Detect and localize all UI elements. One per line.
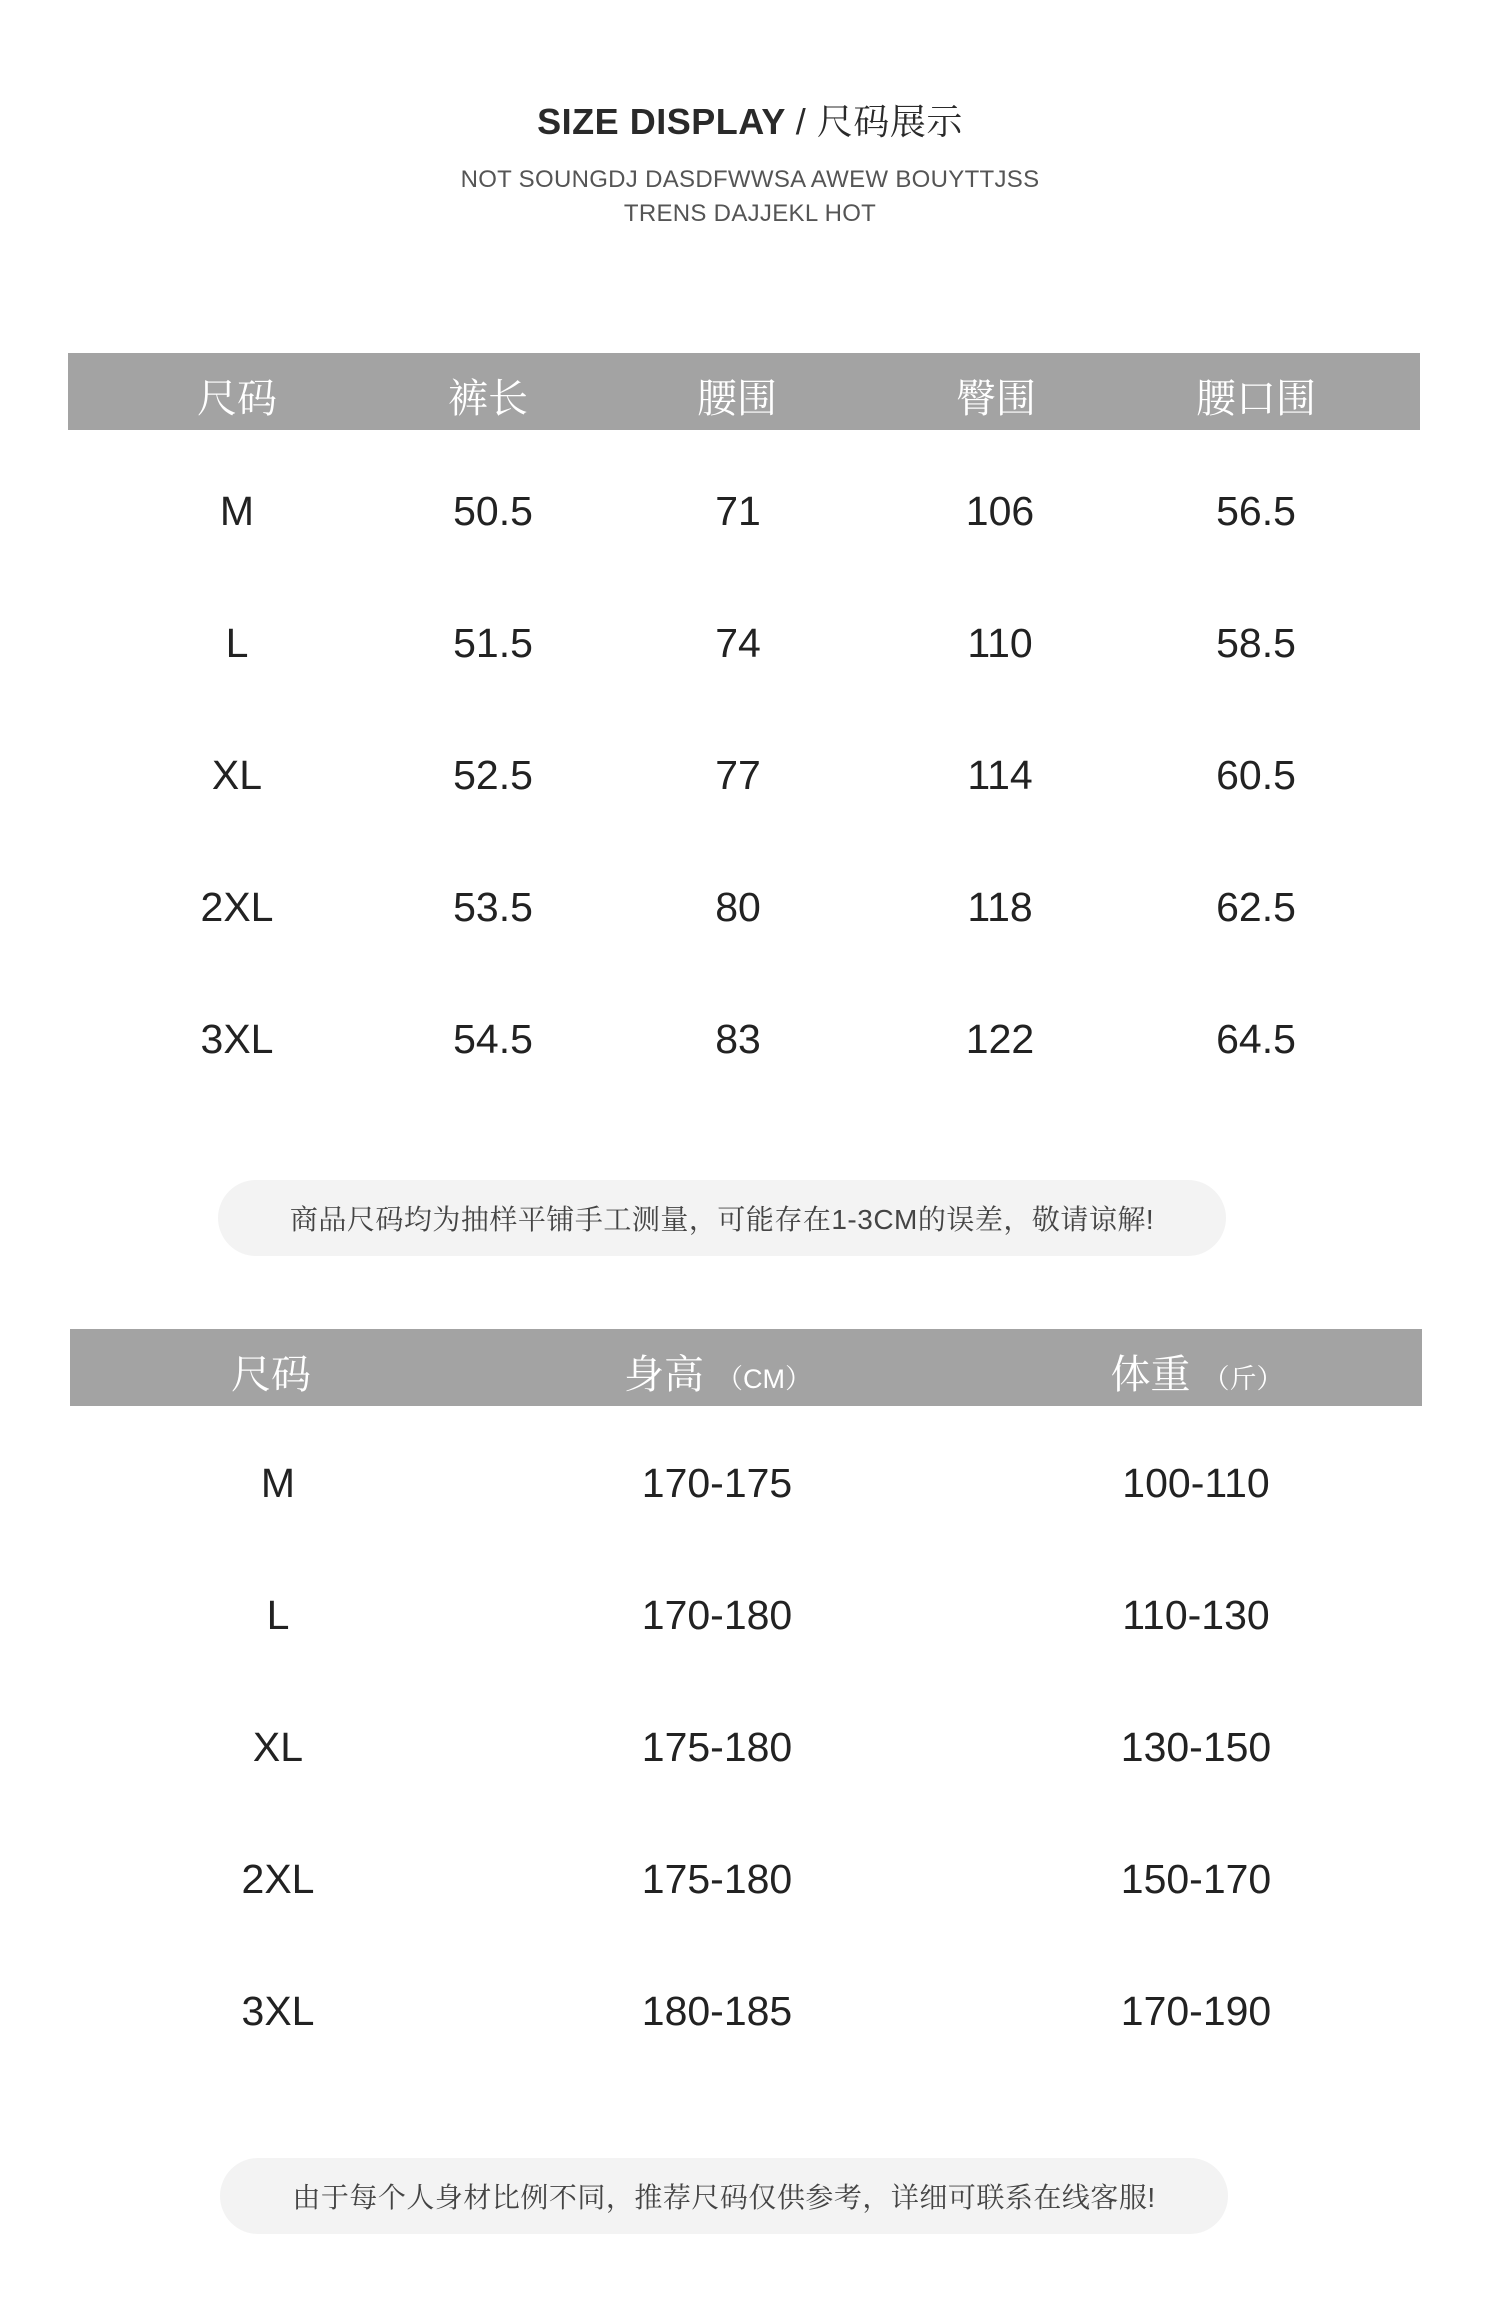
table-cell: 130-150	[1120, 1724, 1272, 1770]
table-cell: 150-170	[1120, 1856, 1272, 1902]
table-cell: 51.5	[453, 620, 533, 666]
table-cell: 56.5	[1216, 488, 1296, 534]
table-cell: XL	[211, 752, 263, 798]
table-cell: 170-175	[641, 1460, 793, 1506]
size-header-hip: 臀围	[956, 377, 1036, 421]
table-cell: M	[219, 488, 255, 534]
table-cell: 62.5	[1216, 884, 1296, 930]
table-cell: 175-180	[641, 1856, 793, 1902]
table-cell: 110	[967, 620, 1033, 666]
fit-header-size	[231, 1343, 311, 1400]
table-cell: 114	[967, 752, 1033, 798]
size-table-header	[68, 353, 1420, 430]
table-cell: 80	[715, 884, 761, 930]
measurement-note: 商品尺码均为抽样平铺手工测量，可能存在1-3CM的误差，敬请谅解!	[218, 1180, 1226, 1256]
title-english: SIZE DISPLAY	[537, 101, 786, 142]
fit-header-weight-label: 体重	[1110, 1353, 1191, 1397]
table-cell: 106	[965, 488, 1035, 534]
size-header-waist: 腰围	[697, 377, 777, 421]
table-cell: 53.5	[453, 884, 533, 930]
table-cell: 52.5	[453, 752, 533, 798]
table-cell: 175-180	[641, 1724, 793, 1770]
table-cell: 2XL	[241, 1856, 315, 1902]
table-cell: 83	[715, 1016, 761, 1062]
subtitle-line-1: NOT SOUNGDJ DASDFWWSA AWEW BOUYTTJSS	[460, 166, 1040, 193]
table-cell: 3XL	[241, 1988, 315, 2034]
table-cell: 77	[715, 752, 761, 798]
fit-table-header	[70, 1329, 1422, 1406]
table-cell: 170-190	[1120, 1988, 1272, 2034]
fit-header-height	[624, 1343, 812, 1400]
table-cell: 50.5	[453, 488, 533, 534]
table-cell: M	[260, 1460, 296, 1506]
table-cell: 60.5	[1216, 752, 1296, 798]
table-cell: 58.5	[1216, 620, 1296, 666]
fit-header-height-label: 身高	[624, 1353, 704, 1397]
table-cell: 3XL	[200, 1016, 274, 1062]
fit-header-weight-unit: （斤）	[1202, 1364, 1284, 1394]
table-cell: 64.5	[1216, 1016, 1296, 1062]
table-cell: 122	[965, 1016, 1035, 1062]
table-cell: L	[266, 1592, 290, 1638]
recommendation-note: 由于每个人身材比例不同，推荐尺码仅供参考，详细可联系在线客服!	[220, 2158, 1228, 2234]
page-title	[0, 94, 1500, 145]
table-cell: 110-130	[1122, 1592, 1270, 1638]
table-cell: 2XL	[200, 884, 274, 930]
table-cell: XL	[252, 1724, 304, 1770]
title-separator: /	[795, 101, 807, 142]
size-header-waistband: 腰口围	[1196, 377, 1316, 421]
table-cell: 180-185	[641, 1988, 793, 2034]
table-cell: 74	[715, 620, 761, 666]
table-cell: L	[225, 620, 249, 666]
table-cell: 71	[715, 488, 761, 534]
table-cell: 170-180	[641, 1592, 793, 1638]
table-cell: 118	[967, 884, 1033, 930]
fit-header-weight	[1111, 1343, 1284, 1400]
title-chinese: 尺码展示	[816, 101, 963, 142]
size-header-size: 尺码	[197, 377, 277, 421]
size-header-length: 裤长	[448, 377, 528, 421]
fit-header-height-unit: （CM）	[716, 1364, 812, 1394]
subtitle-line-2: TRENS DAJJEKL HOT	[623, 200, 877, 227]
table-cell: 100-110	[1122, 1460, 1270, 1506]
fit-header-size-label: 尺码	[231, 1353, 311, 1397]
table-cell: 54.5	[453, 1016, 533, 1062]
